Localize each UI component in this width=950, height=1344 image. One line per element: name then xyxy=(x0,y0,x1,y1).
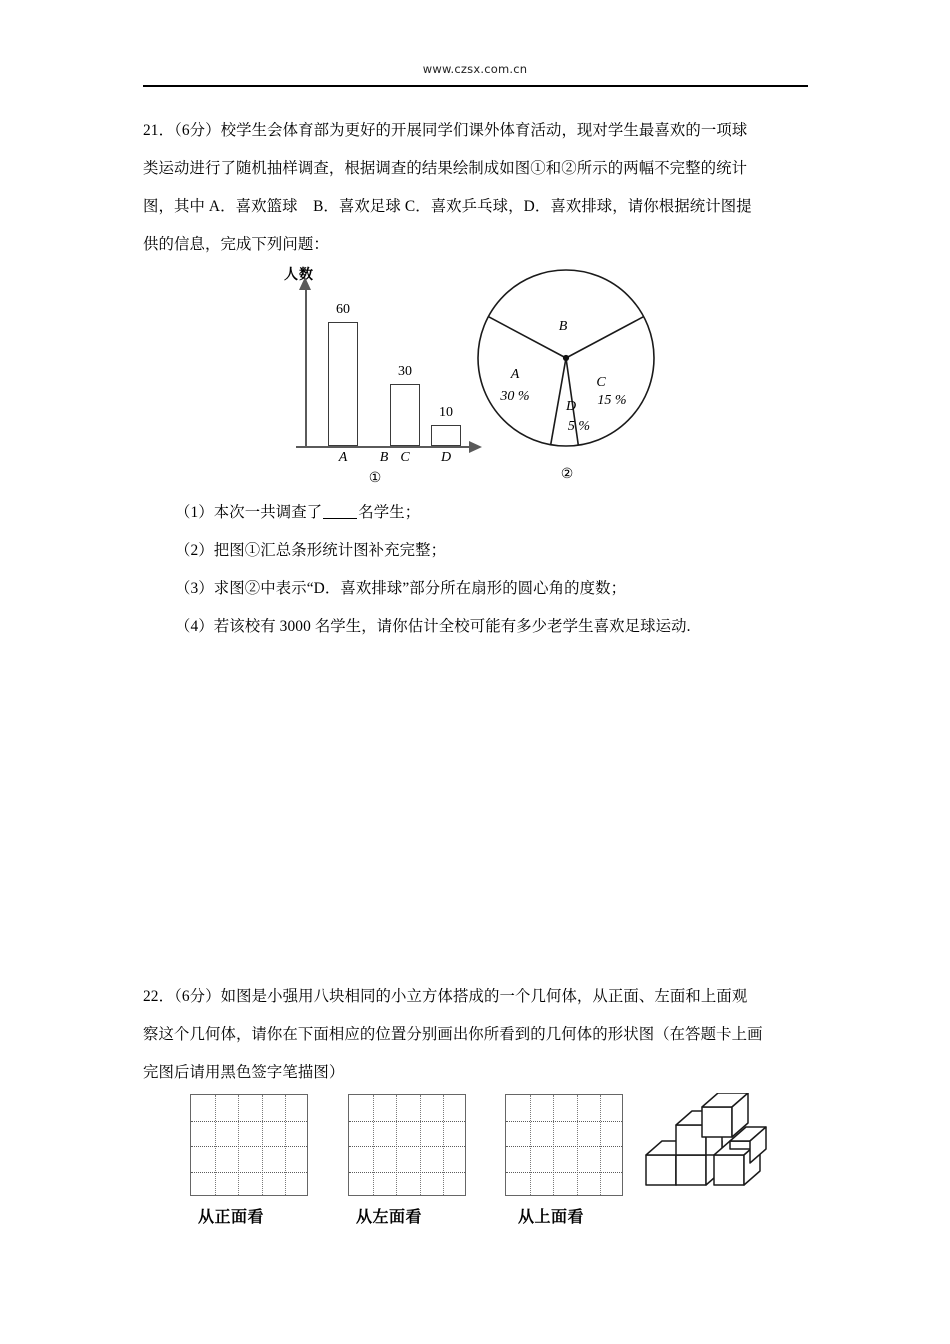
q21-line-1: 21．（6分）校学生会体育部为更好的开展同学们课外体育活动，现对学生最喜欢的一项球 xyxy=(143,122,748,139)
gridline-v xyxy=(262,1095,263,1195)
gridline-h xyxy=(191,1146,307,1147)
bar-category-D: D xyxy=(440,450,452,465)
bar-C xyxy=(390,384,420,446)
gridline-h xyxy=(191,1172,307,1173)
gridline-v xyxy=(443,1095,444,1195)
bar-A xyxy=(328,322,358,446)
bar-chart-y-axis xyxy=(305,288,307,448)
q22-line-3: 完图后请用黑色签字笔描图） xyxy=(143,1064,345,1081)
gridline-v xyxy=(577,1095,578,1195)
answer-grid-front-view[interactable] xyxy=(190,1094,308,1196)
pie-label-A: A xyxy=(510,367,520,382)
q21-line-2: 类运动进行了随机抽样调查，根据调查的结果绘制成如图①和②所示的两幅不完整的统计 xyxy=(143,160,748,177)
header-divider xyxy=(143,85,808,87)
gridline-h xyxy=(349,1172,465,1173)
bar-chart-figure xyxy=(276,264,491,484)
gridline-v xyxy=(238,1095,239,1195)
q21-sub-1 xyxy=(175,494,420,532)
q21-answer-blank[interactable] xyxy=(323,518,357,519)
gridline-v xyxy=(215,1095,216,1195)
answer-grid-top-view[interactable] xyxy=(505,1094,623,1196)
cube-solid-figure xyxy=(640,1093,770,1203)
gridline-v xyxy=(530,1095,531,1195)
q21-line-3: 图，其中 A．喜欢篮球 B．喜欢足球 C．喜欢乒乓球，D．喜欢排球，请你根据统计图提 xyxy=(143,198,752,215)
gridline-h xyxy=(191,1121,307,1122)
q21-sub-2: （2）把图①汇总条形统计图补充完整； xyxy=(175,542,447,559)
bar-category-A: A xyxy=(338,450,348,465)
bar-chart-y-axis-label: 人数 xyxy=(284,268,314,283)
q21-sub-3: （3）求图②中表示“D．喜欢排球”部分所在扇形的圆心角的度数； xyxy=(175,580,627,597)
q21-line-4: 供的信息，完成下列问题： xyxy=(143,236,329,253)
q21-sub-4: （4）若该校有 3000 名学生，请你估计全校可能有多少老学生喜欢足球运动. xyxy=(175,618,691,635)
bar-D xyxy=(431,425,461,446)
gridline-h xyxy=(506,1146,622,1147)
pie-chart-caption: ② xyxy=(560,467,574,482)
caption-left-view: 从左面看 xyxy=(356,1207,423,1226)
pie-label-A-percent: 30 % xyxy=(500,389,530,404)
pie-label-C: C xyxy=(596,375,606,390)
bar-A-value: 60 xyxy=(336,302,350,317)
gridline-h xyxy=(349,1121,465,1122)
page-header-url: www.czsx.com.cn xyxy=(422,62,528,76)
bar-category-C: C xyxy=(400,450,410,465)
gridline-h xyxy=(506,1121,622,1122)
pie-label-B: B xyxy=(558,319,568,334)
gridline-h xyxy=(506,1172,622,1173)
pie-chart-figure xyxy=(470,262,670,484)
caption-top-view: 从上面看 xyxy=(518,1207,585,1226)
q22-line-1: 22．（6分）如图是小强用八块相同的小立方体搭成的一个几何体，从正面、左面和上面观 xyxy=(143,988,748,1005)
gridline-h xyxy=(349,1146,465,1147)
bar-C-value: 30 xyxy=(398,364,412,379)
cube-solid-svg xyxy=(640,1093,770,1203)
pie-label-C-percent: 15 % xyxy=(597,393,627,408)
bar-chart-caption: ① xyxy=(368,471,382,486)
bar-D-value: 10 xyxy=(439,405,453,420)
caption-front-view: 从正面看 xyxy=(198,1207,265,1226)
bar-chart-x-axis xyxy=(296,446,472,448)
pie-label-D: D xyxy=(565,399,577,414)
q21-sub-1-prefix: （1）本次一共调查了 xyxy=(175,504,323,521)
gridline-v xyxy=(396,1095,397,1195)
gridline-v xyxy=(285,1095,286,1195)
gridline-v xyxy=(600,1095,601,1195)
bar-category-B: B xyxy=(379,450,389,465)
q21-sub-1-suffix: 名学生； xyxy=(358,504,421,521)
gridline-v xyxy=(553,1095,554,1195)
gridline-v xyxy=(373,1095,374,1195)
answer-grid-left-view[interactable] xyxy=(348,1094,466,1196)
gridline-v xyxy=(420,1095,421,1195)
q22-line-2: 察这个几何体，请你在下面相应的位置分别画出你所看到的几何体的形状图（在答题卡上画 xyxy=(143,1026,763,1043)
pie-label-D-percent: 5 % xyxy=(567,419,591,434)
